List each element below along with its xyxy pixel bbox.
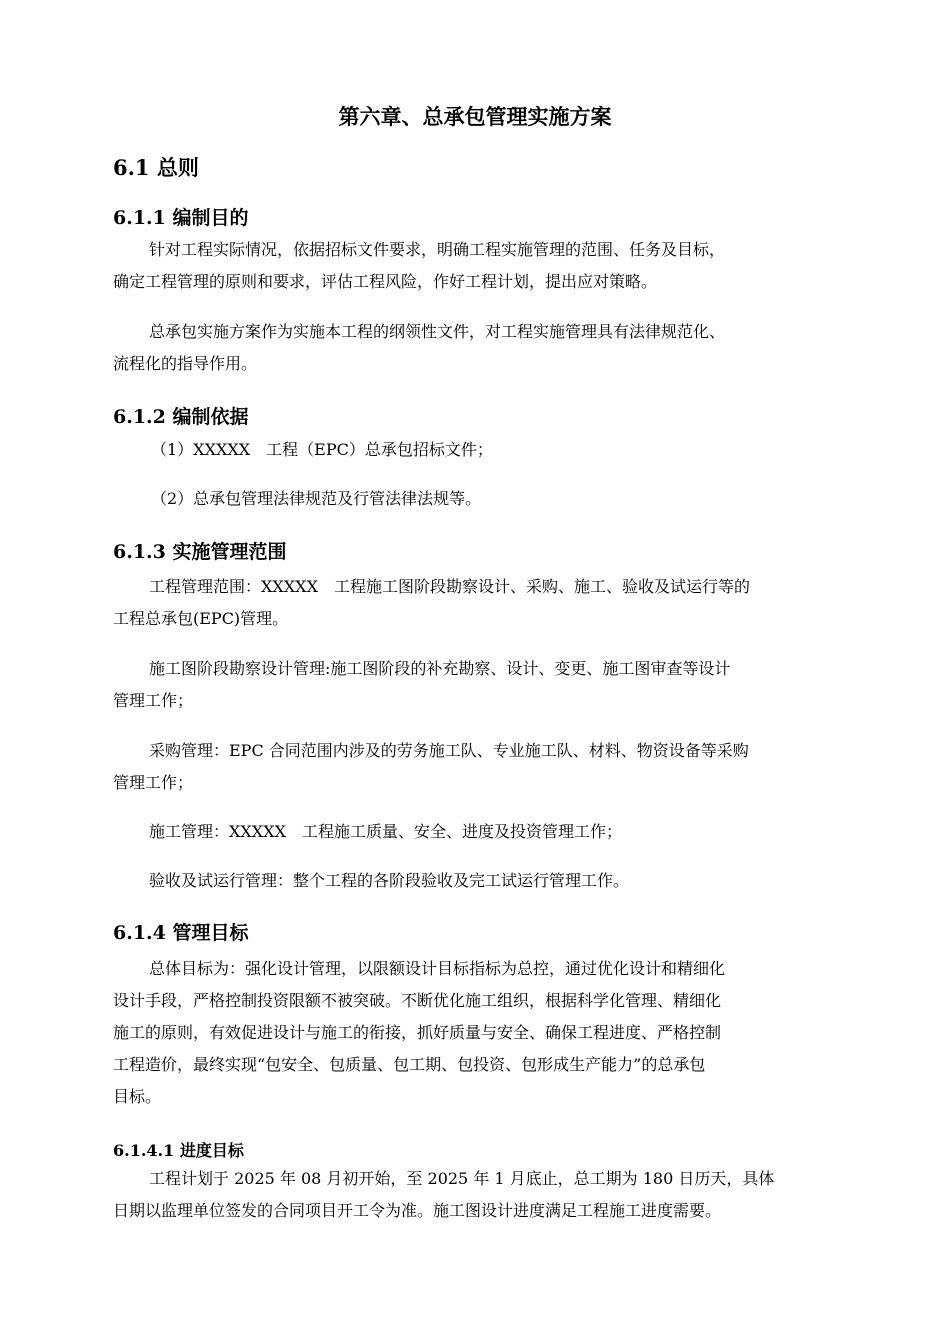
paragraph-line: 流程化的指导作用。: [113, 354, 258, 373]
section-heading-6-1-2: 6.1.2 编制依据: [113, 406, 249, 428]
paragraph-line: 目标。: [113, 1087, 162, 1106]
list-item: （1）XXXXX 工程（EPC）总承包招标文件；: [151, 440, 493, 459]
paragraph-line: 确定工程管理的原则和要求，评估工程风险，作好工程计划，提出应对策略。: [113, 272, 658, 291]
paragraph-line: 设计手段，严格控制投资限额不被突破。不断优化施工组织，根据科学化管理、精细化: [113, 991, 722, 1010]
chapter-title: 第六章、总承包管理实施方案: [338, 104, 612, 129]
paragraph-line: 工程计划于 2025 年 08 月初开始，至 2025 年 1 月底止，总工期为 180 日历天，具体: [149, 1169, 775, 1188]
paragraph-line: 日期以监理单位签发的合同项目开工令为准。施工图设计进度满足工程施工进度需要。: [113, 1201, 722, 1220]
section-heading-6-1-1: 6.1.1 编制目的: [113, 207, 249, 229]
paragraph-line: 管理工作；: [113, 691, 194, 710]
section-heading-6-1-4-1: 6.1.4.1 进度目标: [113, 1141, 244, 1160]
paragraph-line: 采购管理：EPC 合同范围内涉及的劳务施工队、专业施工队、材料、物资设备等采购: [149, 741, 749, 760]
list-item: （2）总承包管理法律规范及行管法律法规等。: [151, 489, 482, 508]
paragraph-line: 管理工作；: [113, 773, 194, 792]
paragraph-line: 总承包实施方案作为实施本工程的纲领性文件，对工程实施管理具有法律规范化、: [149, 322, 726, 341]
paragraph-line: 工程总承包(EPC)管理。: [113, 609, 289, 628]
paragraph-line: 总体目标为：强化设计管理，以限额设计目标指标为总控，通过优化设计和精细化: [149, 959, 726, 978]
paragraph-line: 施工的原则，有效促进设计与施工的衔接，抓好质量与安全、确保工程进度、严格控制: [113, 1023, 722, 1042]
paragraph-line: 针对工程实际情况，依据招标文件要求，明确工程实施管理的范围、任务及目标，: [149, 240, 726, 259]
section-heading-6-1-4: 6.1.4 管理目标: [113, 922, 249, 944]
paragraph-line: 工程造价，最终实现“包安全、包质量、包工期、包投资、包形成生产能力”的总承包: [113, 1055, 706, 1074]
section-heading-6-1-3: 6.1.3 实施管理范围: [113, 541, 287, 563]
section-heading-6-1: 6.1 总则: [113, 155, 199, 180]
paragraph-line: 工程管理范围：XXXXX 工程施工图阶段勘察设计、采购、施工、验收及试运行等的: [149, 577, 750, 596]
paragraph-line: 施工图阶段勘察设计管理:施工图阶段的补充勘察、设计、变更、施工图审查等设计: [149, 659, 731, 678]
paragraph-line: 验收及试运行管理：整个工程的各阶段验收及完工试运行管理工作。: [149, 871, 630, 890]
paragraph-line: 施工管理：XXXXX 工程施工质量、安全、进度及投资管理工作；: [149, 822, 622, 841]
